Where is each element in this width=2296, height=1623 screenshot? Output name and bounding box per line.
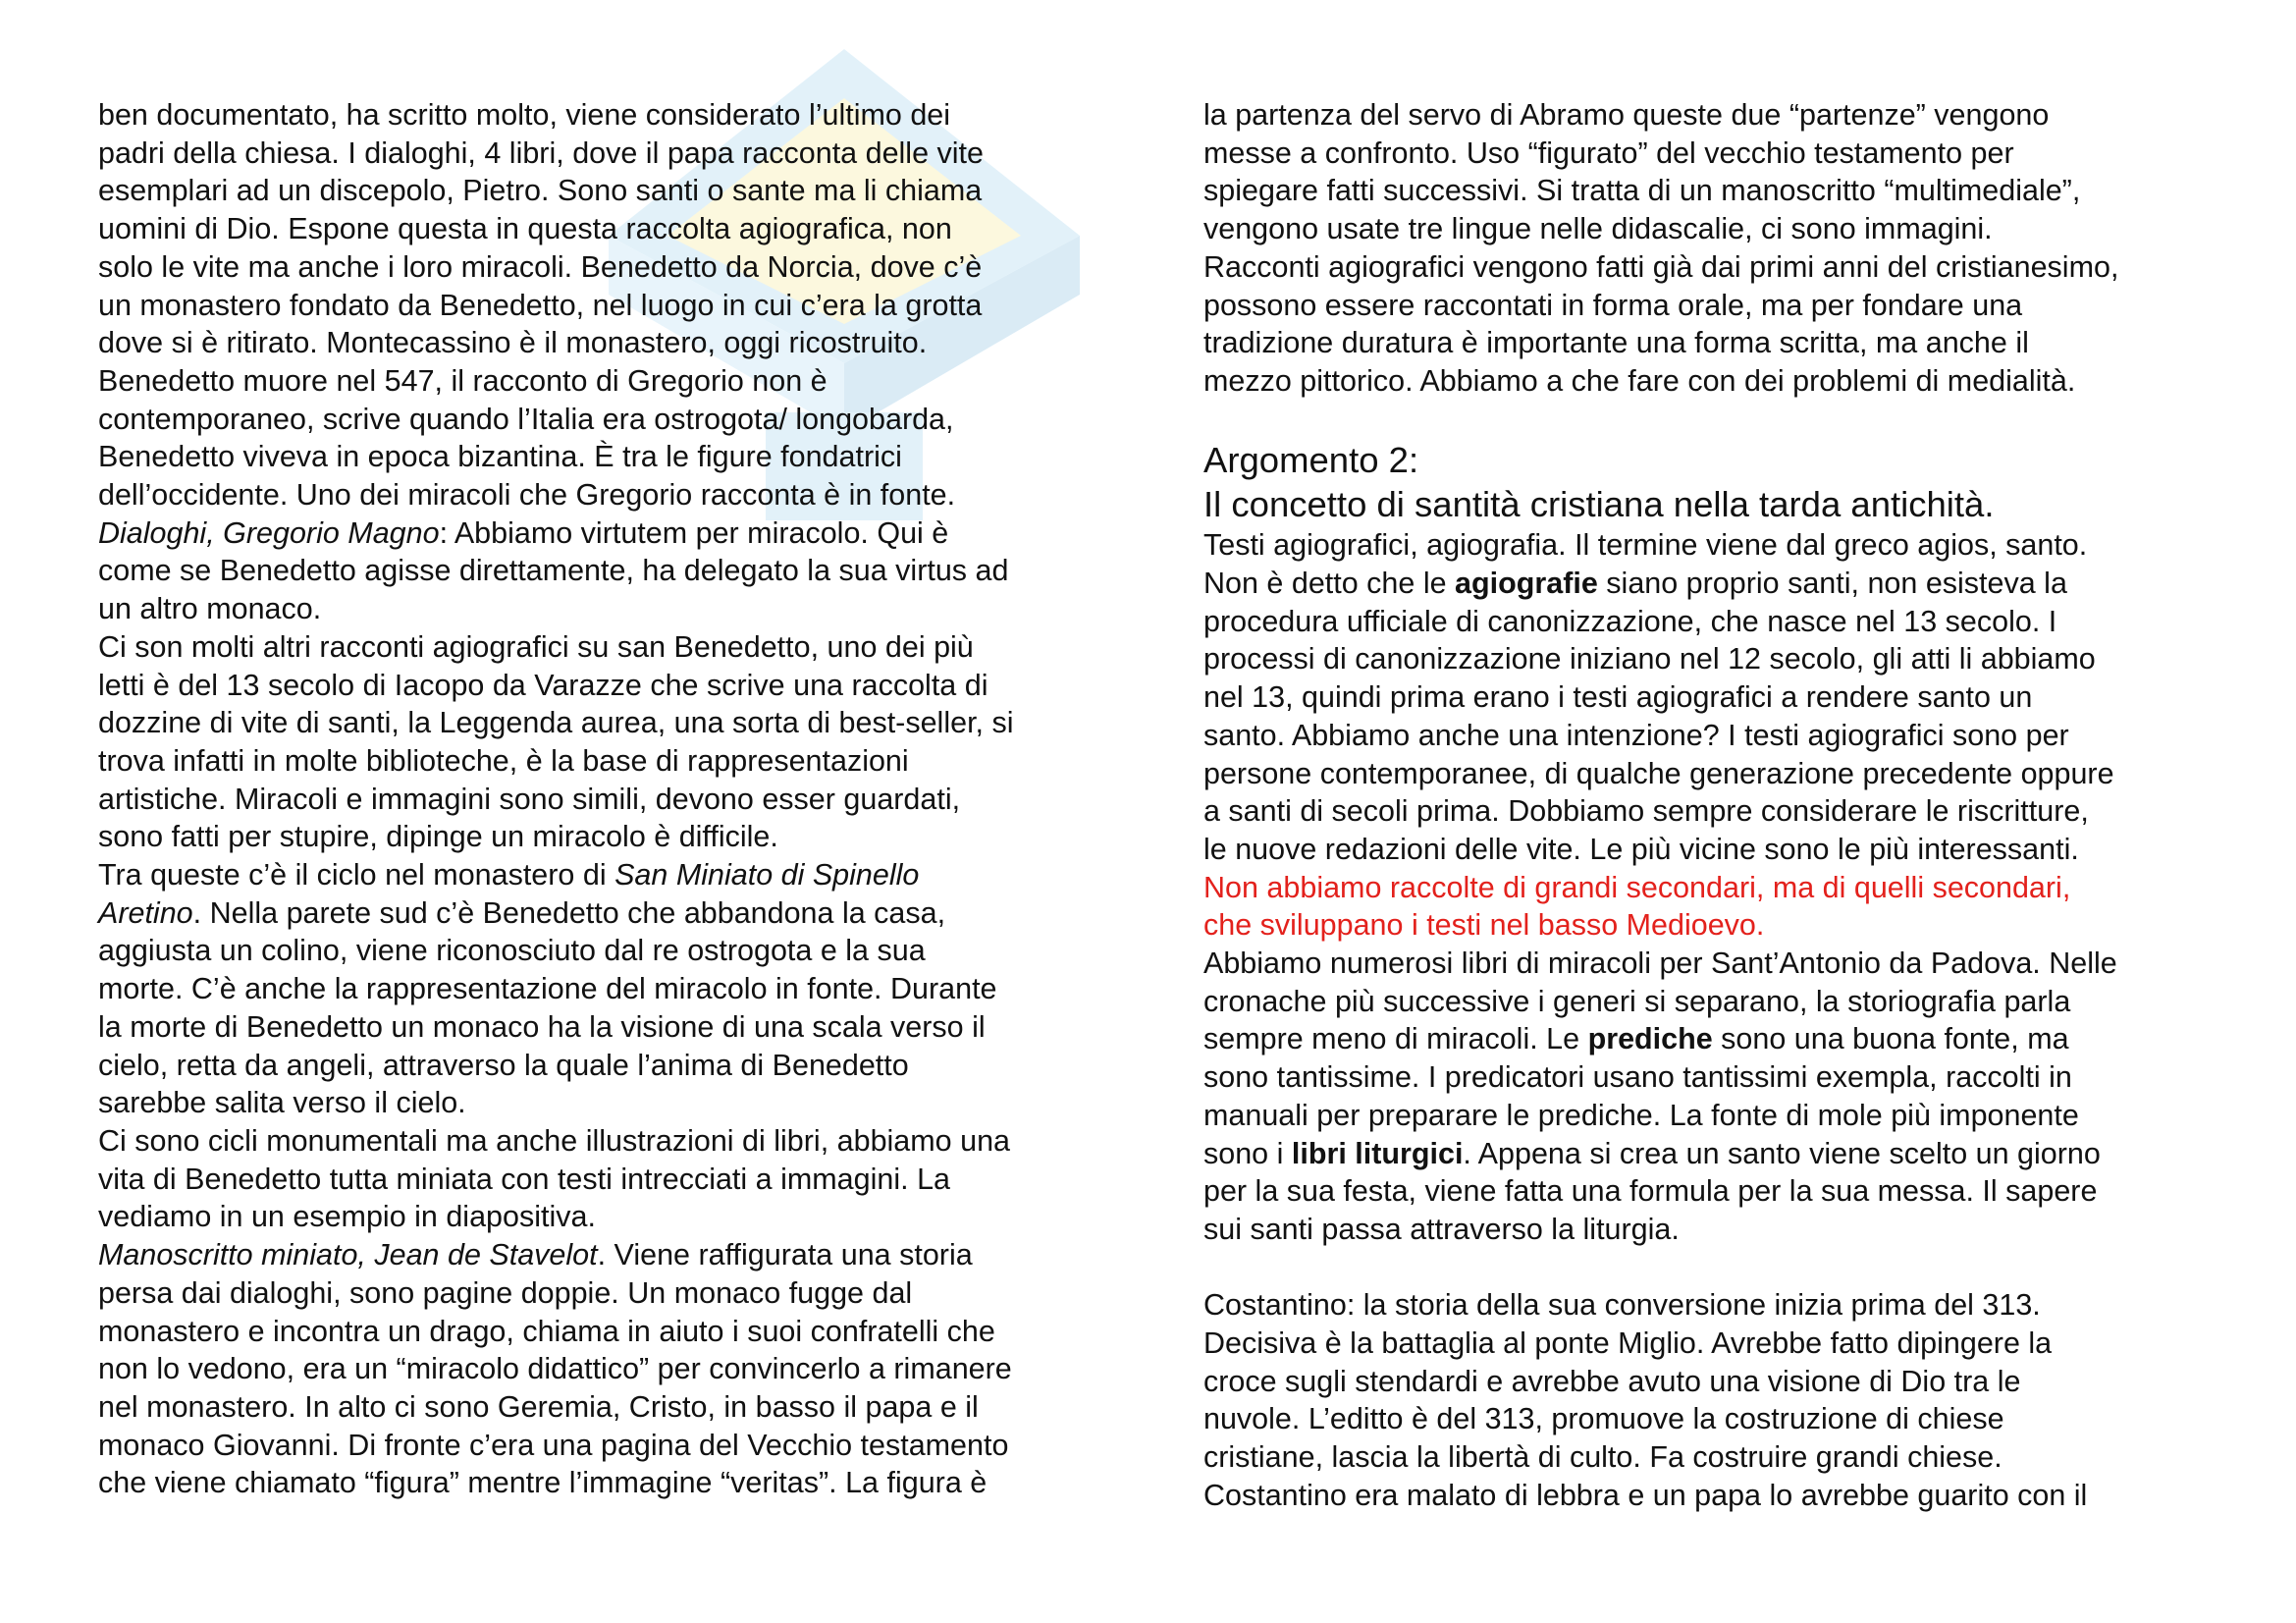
paragraph-gap <box>1203 401 2224 439</box>
paragraph: la partenza del servo di Abramo queste due “partenze” vengono messe a confronto. Uso “figurato” del vecchio testamento per spiegare fatti successivi. Si tratta di un manoscritto “multimediale”, vengono usate tre lingue nelle didascalie, ci sono immagini. Racconti agiografici vengono fatti già dai primi anni del cristianesimo, possono essere raccontati in forma orale, ma per fondare una tradizione duratura è importante una forma scritta, ma anche il mezzo pittorico. Abbiamo a che fare con dei problemi di medialità. <box>1203 98 2119 398</box>
paragraph: Ci son molti altri racconti agiografici su san Benedetto, uno dei più letti è del 13 secolo di Iacopo da Varazze che scrive una raccolta di dozzine di vite di santi, la Leggenda aurea, una sorta di best-seller, si trova infatti in molte biblioteche, è la base di rappresentazioni artistiche. Miracoli e immagini sono simili, devono esser guardati, sono fatti per stupire, dipinge un miracolo è difficile. <box>98 629 1014 854</box>
citation-italic: Dialoghi, Gregorio Magno <box>98 515 440 550</box>
bold-term: libri liturgici <box>1291 1136 1464 1170</box>
paragraph: Tra queste c’è il ciclo nel monastero di San Miniato di Spinello Aretino. Nella parete sud c’è Benedetto che abbandona la casa, aggiusta un colino, viene riconosciuto dal re ostrogota e la sua morte. C’è anche la rappresentazione del miracolo in fonte. Durante la morte di Benedetto un monaco ha la visione di una scala verso il cielo, retta da angeli, attraverso la quale l’anima di Benedetto sarebbe salita verso il cielo. <box>98 858 997 1120</box>
bold-term: agiografie <box>1455 567 1598 601</box>
paragraph: Testi agiografici, agiografia. Il termine viene dal greco agios, santo. Non è detto che le agiografie siano proprio santi, non esisteva la procedura ufficiale di canonizzazione, che nasce nel 13 secolo. I processi di canonizzazione iniziano nel 12 secolo, gli atti li abbiamo nel 13, quindi prima erano i testi agiografici a rendere santo un santo. Abbiamo anche una intenzione? I testi agiografici sono per persone contemporanee, di qualche generazione precedente oppure a santi di secoli prima. Dobbiamo sempre considerare le riscritture, le nuove redazioni delle vite. Le più vicine sono le più interessanti. <box>1203 528 2114 866</box>
section-heading-line-1: Argomento 2: <box>1203 440 1419 481</box>
citation-italic: San Miniato di Spinello Aretino <box>98 858 920 930</box>
citation-italic: Manoscritto miniato, Jean de Stavelot <box>98 1238 598 1272</box>
section-heading <box>1203 438 2224 526</box>
paragraph: Abbiamo numerosi libri di miracoli per Sant’Antonio da Padova. Nelle cronache più successive i generi si separano, la storiografia parla sempre meno di miracoli. Le prediche sono una buona fonte, ma sono tantissime. I predicatori usano tantissimi exempla, raccolti in manuali per preparare le prediche. La fonte di mole più imponente sono i libri liturgici. Appena si crea un santo viene scelto un giorno per la sua festa, viene fatta una formula per la sua messa. Il sapere sui santi passa attraverso la liturgia. <box>1203 947 2117 1246</box>
paragraph: ben documentato, ha scritto molto, viene considerato l’ultimo dei padri della chiesa. I dialoghi, 4 libri, dove il papa racconta delle vite esemplari ad un discepolo, Pietro. Sono santi o sante ma li chiama uomini di Dio. Espone questa in questa raccolta agiografica, non solo le vite ma anche i loro miracoli. Benedetto da Norcia, dove c’è un monastero fondato da Benedetto, nel luogo in cui c’era la grotta dove si è ritirato. Montecassino è il monastero, oggi ricostruito. Benedetto muore nel 547, il racconto di Gregorio non è contemporaneo, scrive quando l’Italia era ostrogota/ longobarda, Benedetto viveva in epoca bizantina. È tra le figure fondatrici dell’occidente. Uno dei miracoli che Gregorio racconta è in fonte. <box>98 98 984 513</box>
paragraph-gap <box>1203 1249 2224 1287</box>
paragraph: Costantino: la storia della sua conversione inizia prima del 313. Decisiva è la battaglia al ponte Miglio. Avrebbe fatto dipingere la croce sugli stendardi e avrebbe avuto una visione di Dio tra le nuvole. L’editto è del 313, promuove la costruzione di chiese cristiane, lascia la libertà di culto. Fa costruire grandi chiese. Costantino era malato di lebbra e un papa lo avrebbe guarito con il <box>1203 1288 2088 1512</box>
right-column <box>1203 96 2224 1515</box>
highlighted-red-text: Non abbiamo raccolte di grandi secondari, ma di quelli secondari, che sviluppano i testi nel basso Medioevo. <box>1203 870 2071 943</box>
bold-term: prediche <box>1587 1022 1713 1056</box>
left-column <box>98 96 1119 1502</box>
section-heading-line-2: Il concetto di santità cristiana nella tarda antichità. <box>1203 484 1995 525</box>
paragraph: Dialoghi, Gregorio Magno: Abbiamo virtutem per miracolo. Qui è come se Benedetto agisse direttamente, ha delegato la sua virtus ad un altro monaco. <box>98 515 1009 626</box>
paragraph: Ci sono cicli monumentali ma anche illustrazioni di libri, abbiamo una vita di Benedetto tutta miniata con testi intrecciati a immagini. La vediamo in un esempio in diapositiva. <box>98 1123 1010 1234</box>
paragraph: Manoscritto miniato, Jean de Stavelot. Viene raffigurata una storia persa dai dialoghi, sono pagine doppie. Un monaco fugge dal monastero e incontra un drago, chiama in aiuto i suoi confratelli che non lo vedono, era un “miracolo didattico” per convincerlo a rimanere nel monastero. In alto ci sono Geremia, Cristo, in basso il papa e il monaco Giovanni. Di fronte c’era una pagina del Vecchio testamento che viene chiamato “figura” mentre l’immagine “veritas”. La figura è <box>98 1238 1012 1500</box>
